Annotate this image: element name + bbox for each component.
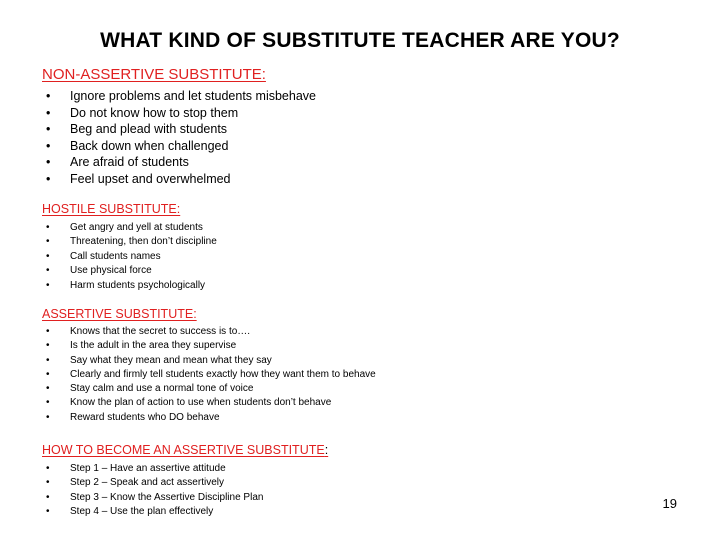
bullet-icon: • <box>46 383 50 395</box>
list-item: • Back down when challenged <box>46 138 229 153</box>
bullet-icon: • <box>46 250 50 262</box>
bullet-list <box>42 88 316 188</box>
list-item: • Knows that the secret to success is to…. <box>42 325 376 339</box>
list-item: • Clearly and firmly tell students exactly how they want them to behave <box>42 368 376 382</box>
list-item: • Are afraid of students <box>46 155 189 170</box>
list-item: • Stay calm and use a normal tone of voice <box>42 382 376 396</box>
bullet-icon: • <box>46 155 51 170</box>
list-item: • Threatening, then don’t discipline <box>42 235 217 249</box>
bullet-icon: • <box>46 122 51 137</box>
list-item: • Step 1 – Have an assertive attitude <box>42 462 328 476</box>
heading-colon: : <box>324 443 329 457</box>
list-item: • Reward students who DO behave <box>42 411 376 425</box>
bullet-icon: • <box>46 477 50 489</box>
list-item: • Call students names <box>42 250 217 264</box>
bullet-icon: • <box>46 368 50 380</box>
list-item: • Harm students psychologically <box>42 279 217 293</box>
list-item: • Ignore problems and let students misbehave <box>46 89 316 103</box>
bullet-icon: • <box>46 265 50 277</box>
bullet-icon: • <box>46 411 50 423</box>
bullet-icon: • <box>46 105 51 120</box>
page-number: 19 <box>662 496 677 511</box>
bullet-icon: • <box>46 279 50 291</box>
bullet-icon: • <box>46 491 50 503</box>
list-item: • Beg and plead with students <box>46 122 228 137</box>
list-item: • Get angry and yell at students <box>42 221 217 235</box>
section-heading: HOSTILE SUBSTITUTE: <box>42 202 181 216</box>
bullet-icon: • <box>46 505 50 517</box>
bullet-list <box>42 325 376 425</box>
section-non-assertive <box>42 66 316 188</box>
bullet-icon: • <box>46 340 50 352</box>
section-heading: ASSERTIVE SUBSTITUTE: <box>42 307 197 321</box>
bullet-icon: • <box>46 222 50 233</box>
bullet-icon: • <box>46 89 51 103</box>
bullet-icon: • <box>46 138 51 153</box>
bullet-icon: • <box>46 354 50 366</box>
section-how-to-become-assertive <box>42 443 328 519</box>
list-item: • Is the adult in the area they supervise <box>42 339 376 353</box>
list-item: • Say what they mean and mean what they say <box>42 354 376 368</box>
bullet-icon: • <box>46 171 51 186</box>
list-item: • Know the plan of action to use when students don’t behave <box>42 396 376 410</box>
bullet-list <box>42 462 328 519</box>
list-item: • Do not know how to stop them <box>46 105 239 120</box>
bullet-icon: • <box>46 463 50 474</box>
list-item: • Step 2 – Speak and act assertively <box>42 476 328 490</box>
section-hostile <box>42 202 217 293</box>
bullet-icon: • <box>46 397 50 409</box>
page-title: WHAT KIND OF SUBSTITUTE TEACHER ARE YOU? <box>100 29 620 52</box>
section-heading: NON-ASSERTIVE SUBSTITUTE: <box>42 66 266 83</box>
list-item: • Step 4 – Use the plan effectively <box>42 505 328 519</box>
section-assertive <box>42 307 376 425</box>
list-item: • Step 3 – Know the Assertive Discipline Plan <box>42 491 328 505</box>
list-item: • Use physical force <box>42 264 217 278</box>
bullet-icon: • <box>46 236 50 248</box>
bullet-list <box>42 221 217 293</box>
bullet-icon: • <box>46 326 50 337</box>
section-heading: HOW TO BECOME AN ASSERTIVE SUBSTITUTE: <box>42 443 329 457</box>
list-item: • Feel upset and overwhelmed <box>46 171 231 186</box>
